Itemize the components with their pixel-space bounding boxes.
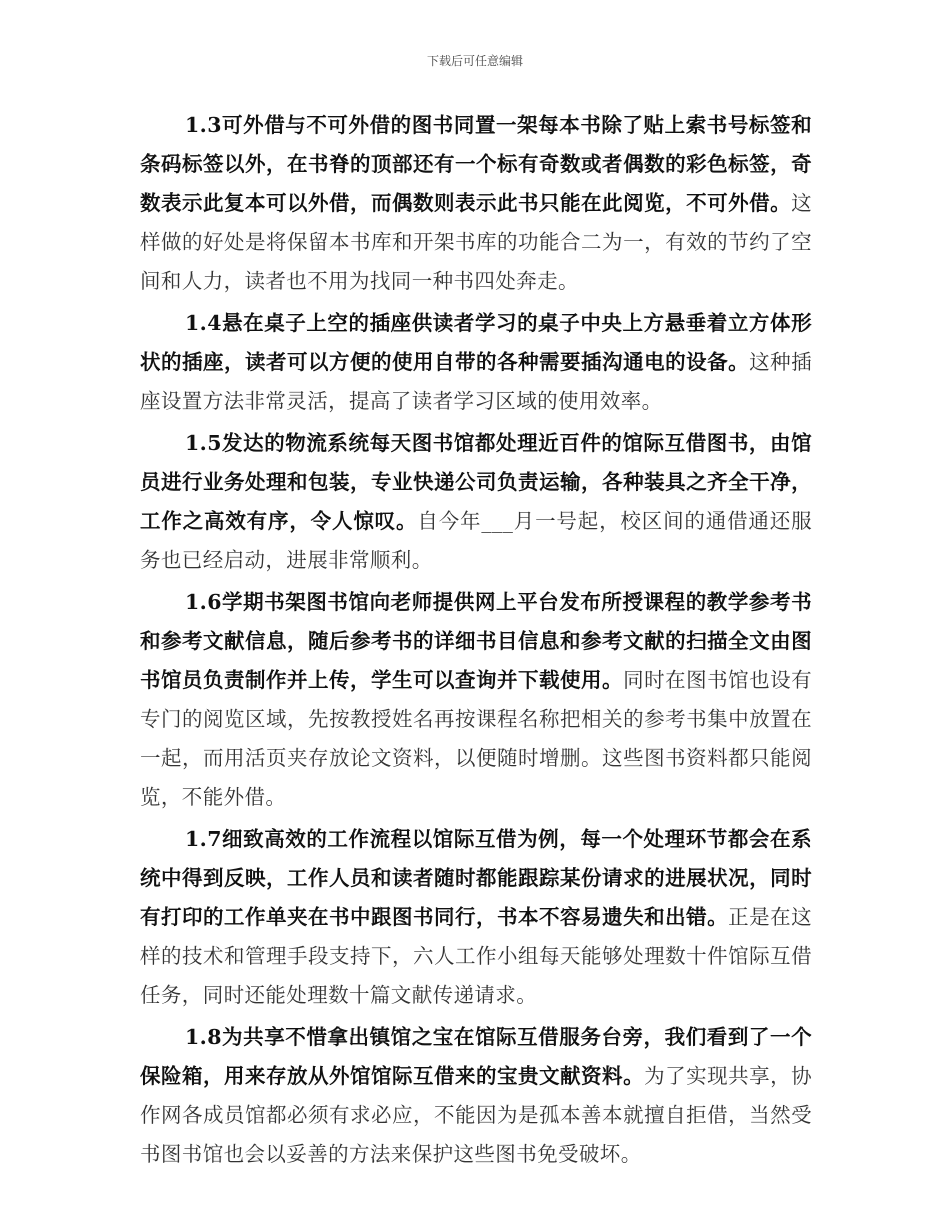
paragraph-detail: 自今年___月一号起，校区间的通借通还服务也已经启动，进展非常顺利。 [140, 509, 813, 572]
paragraph-1-6 [140, 583, 812, 817]
paragraph-lead: 1.5发达的物流系统每天图书馆都处理近百件的馆际互借图书，由馆员进行业务处理和包装，专业快递公司负责运输，各种装具之齐全干净，工作之高效有序，令人惊叹。 [140, 431, 812, 533]
paragraph-detail: 正是在这样的技术和管理手段支持下，六人工作小组每天能够处理数十件馆际互借任务，同时还能处理数十篇文献传递请求。 [140, 905, 812, 1007]
paragraph-1-5 [140, 424, 812, 580]
paragraph-1-8 [140, 1018, 812, 1174]
paragraph-lead: 1.6学期书架图书馆向老师提供网上平台发布所授课程的教学参考书和参考文献信息，随后参考书的详细书目信息和参考文献的扫描全文由图书馆员负责制作并上传，学生可以查询并下载使用。 [140, 590, 812, 692]
paragraph-detail: 同时在图书馆也设有专门的阅览区域，先按教授姓名再按课程名称把相关的参考书集中放置在一起，而用活页夹存放论文资料，以便随时增删。这些图书资料都只能阅览，不能外借。 [140, 668, 813, 809]
paragraph-lead: 1.3可外借与不可外借的图书同置一架每本书除了贴上索书号标签和条码标签以外，在书脊的顶部还有一个标有奇数或者偶数的彩色标签，奇数表示此复本可以外借，而偶数则表示此书只能在此阅览，不可外借。 [140, 113, 812, 215]
paragraph-lead: 1.4悬在桌子上空的插座供读者学习的桌子中央上方悬垂着立方体形状的插座，读者可以方便的使用自带的各种需要插沟通电的设备。 [140, 311, 812, 374]
paragraph-1-3 [140, 106, 812, 301]
paragraph-lead: 1.8为共享不惜拿出镇馆之宝在馆际互借服务台旁，我们看到了一个保险箱，用来存放从外馆馆际互借来的宝贵文献资料。 [140, 1025, 812, 1088]
paragraph-lead: 1.7细致高效的工作流程以馆际互借为例，每一个处理环节都会在系统中得到反映，工作人员和读者随时都能跟踪某份请求的进展状况，同时有打印的工作单夹在书中跟图书同行，书本不容易遗失和出错。 [140, 827, 812, 929]
document-body [140, 106, 812, 1174]
paragraph-detail: 这样做的好处是将保留本书库和开架书库的功能合二为一，有效的节约了空间和人力，读者也不用为找同一种书四处奔走。 [140, 191, 812, 293]
paragraph-detail: 这种插座设置方法非常灵活，提高了读者学习区域的使用效率。 [140, 350, 812, 413]
paragraph-detail: 为了实现共享，协作网各成员馆都必须有求必应，不能因为是孤本善本就擅自拒借，当然受书图书馆也会以妥善的方法来保护这些图书免受破坏。 [140, 1064, 812, 1166]
paragraph-1-4 [140, 304, 812, 421]
paragraph-1-7 [140, 820, 812, 1015]
page-header: 下载后可任意编辑 [426, 54, 523, 68]
